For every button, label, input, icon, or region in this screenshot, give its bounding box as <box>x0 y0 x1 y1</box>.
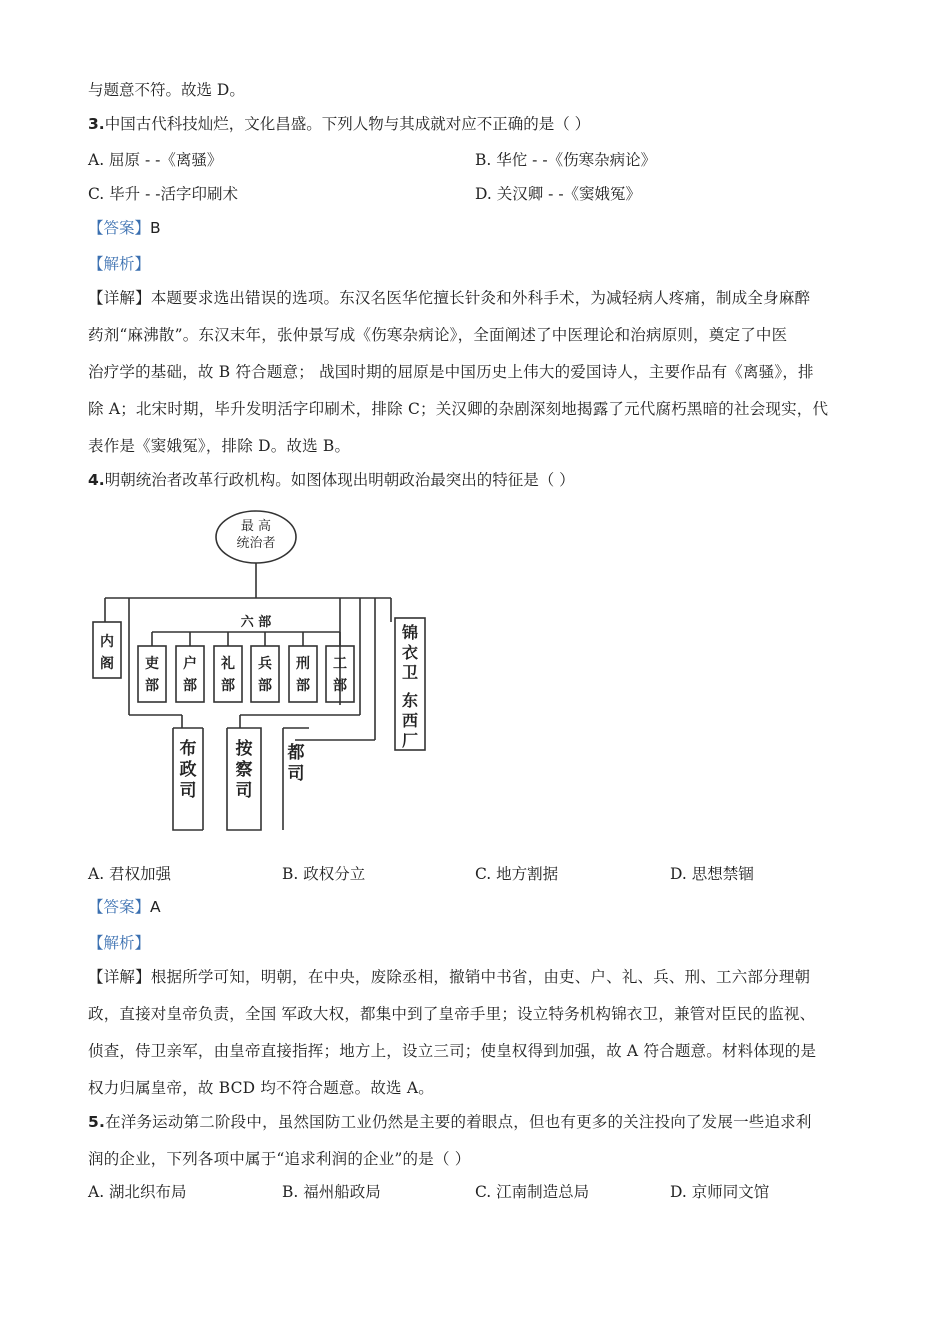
q4-detail-text: 根据所学可知，明朝，在中央，废除丞相，撤销中书省，由吏、户、礼、兵、刑、工六部分理朝 <box>150 968 811 986</box>
q5-option-d: D. 京师同文馆 <box>670 1183 770 1201</box>
q3-stem-text: 中国古代科技灿烂，文化昌盛。下列人物与其成就对应不正确的是（ ） <box>104 115 591 133</box>
anchasi-char: 察 <box>235 760 253 780</box>
six-ministries-label: 六 部 <box>240 615 272 630</box>
q3-answer-tag: 【答案】 <box>88 219 151 237</box>
ministry-char: 刑 <box>296 656 310 672</box>
ming-government-diagram <box>85 500 445 840</box>
ministry-char: 部 <box>296 678 310 694</box>
ministry-char: 兵 <box>258 656 272 672</box>
q4-number: 4. <box>88 471 105 489</box>
q4-option-d: D. 思想禁锢 <box>670 865 754 883</box>
q4-detail-line: 政，直接对皇帝负责，全国 军政大权，都集中到了皇帝手里；设立特务机构锦衣卫，兼管对臣民的监视、 <box>88 1005 816 1023</box>
q3-option-a: A. 屈原 - -《离骚》 <box>88 151 223 169</box>
q3-detail-line <box>88 288 810 308</box>
intro-text: 与题意不符。故选 D。 <box>88 81 245 99</box>
q3-detail-line: 表作是《窦娥冤》，排除 D。故选 B。 <box>88 437 351 455</box>
q5-stem-text: 在洋务运动第二阶段中，虽然国防工业仍然是主要的着眼点，但也有更多的关注投向了发展一些追求利 <box>105 1113 812 1131</box>
q5-option-a: A. 湖北织布局 <box>88 1183 187 1201</box>
q5-stem-line: 润的企业，下列各项中属于“追求利润的企业”的是（ ） <box>88 1150 471 1168</box>
anchasi-char: 按 <box>235 739 253 759</box>
ministry-char: 部 <box>221 678 235 694</box>
q3-option-b: B. 华佗 - -《伤寒杂病论》 <box>475 151 657 169</box>
q3-analysis-tag: 【解析】 <box>88 255 151 273</box>
q4-answer-value: A <box>150 898 161 916</box>
buzhengsi-char: 布 <box>179 739 197 759</box>
q3-answer <box>88 218 161 238</box>
q3-detail-text: 本题要求选出错误的选项。东汉名医华佗擅长针灸和外科手术，为减轻病人疼痛，制成全身麻醉 <box>150 289 811 307</box>
q3-detail-line: 除 A；北宋时期，毕升发明活字印刷术，排除 C；关汉卿的杂剧深刻地揭露了元代腐朽黑暗的社会现实，代 <box>88 400 829 418</box>
ministry-char: 礼 <box>221 656 235 672</box>
q4-answer-tag: 【答案】 <box>88 898 151 916</box>
ministry-char: 部 <box>258 678 272 694</box>
q3-option-c: C. 毕升 - -活字印刷术 <box>88 185 238 203</box>
anchasi-char: 司 <box>235 781 253 801</box>
neige-char: 内 <box>100 634 114 650</box>
q3-detail-tag: 【详解】 <box>88 289 151 307</box>
jinyiwei-char: 卫 <box>401 663 419 682</box>
jinyiwei-char: 厂 <box>401 731 419 750</box>
q5-number: 5. <box>88 1113 106 1131</box>
buzhengsi-char: 政 <box>179 760 197 780</box>
q4-detail-line: 侦查，侍卫亲军，由皇帝直接指挥；地方上，设立三司；使皇权得到加强，故 A 符合题意。材料体现的是 <box>88 1042 817 1060</box>
jinyiwei-char: 东 <box>401 691 419 710</box>
jinyiwei-char: 锦 <box>401 623 419 642</box>
q4-option-c: C. 地方割据 <box>475 865 559 883</box>
q4-detail-line: 权力归属皇帝，故 BCD 均不符合题意。故选 A。 <box>88 1079 434 1097</box>
q3-option-d: D. 关汉卿 - -《窦娥冤》 <box>475 185 642 203</box>
q5-option-c: C. 江南制造总局 <box>475 1183 590 1201</box>
q4-detail-line <box>88 967 810 987</box>
ministry-char: 部 <box>183 678 197 694</box>
ministry-char: 部 <box>145 678 159 694</box>
q5-stem <box>88 1112 812 1132</box>
q3-stem <box>88 114 590 134</box>
neige-char: 阁 <box>100 656 114 672</box>
buzhengsi-char: 司 <box>179 781 197 801</box>
q4-detail-tag: 【详解】 <box>88 968 151 986</box>
ministry-char: 工 <box>333 656 347 672</box>
q4-answer <box>88 897 161 917</box>
supreme-ruler-label-2: 统治者 <box>236 536 276 551</box>
q3-answer-value: B <box>150 219 161 237</box>
ministry-char: 部 <box>333 678 347 694</box>
dusi-char: 司 <box>287 764 305 784</box>
q4-stem-text: 明朝统治者改革行政机构。如图体现出明朝政治最突出的特征是（ ） <box>104 471 575 489</box>
jinyiwei-char: 衣 <box>401 643 419 662</box>
q4-stem <box>88 470 575 490</box>
q3-number: 3. <box>88 115 105 133</box>
q4-option-b: B. 政权分立 <box>282 865 366 883</box>
jinyiwei-char: 西 <box>401 711 419 730</box>
ministry-char: 吏 <box>145 656 159 672</box>
supreme-ruler-label-1: 最 高 <box>240 519 272 534</box>
ministry-char: 户 <box>183 656 197 672</box>
q3-detail-line: 药剂“麻沸散”。东汉末年，张仲景写成《伤寒杂病论》，全面阐述了中医理论和治病原则，奠定了中医 <box>88 326 788 344</box>
q4-analysis-tag: 【解析】 <box>88 934 151 952</box>
q3-detail-line: 治疗学的基础，故 B 符合题意； 战国时期的屈原是中国历史上伟大的爱国诗人，主要作品有《离骚》，排 <box>88 363 814 381</box>
dusi-char: 都 <box>287 743 305 763</box>
q5-option-b: B. 福州船政局 <box>282 1183 381 1201</box>
q4-option-a: A. 君权加强 <box>88 865 172 883</box>
